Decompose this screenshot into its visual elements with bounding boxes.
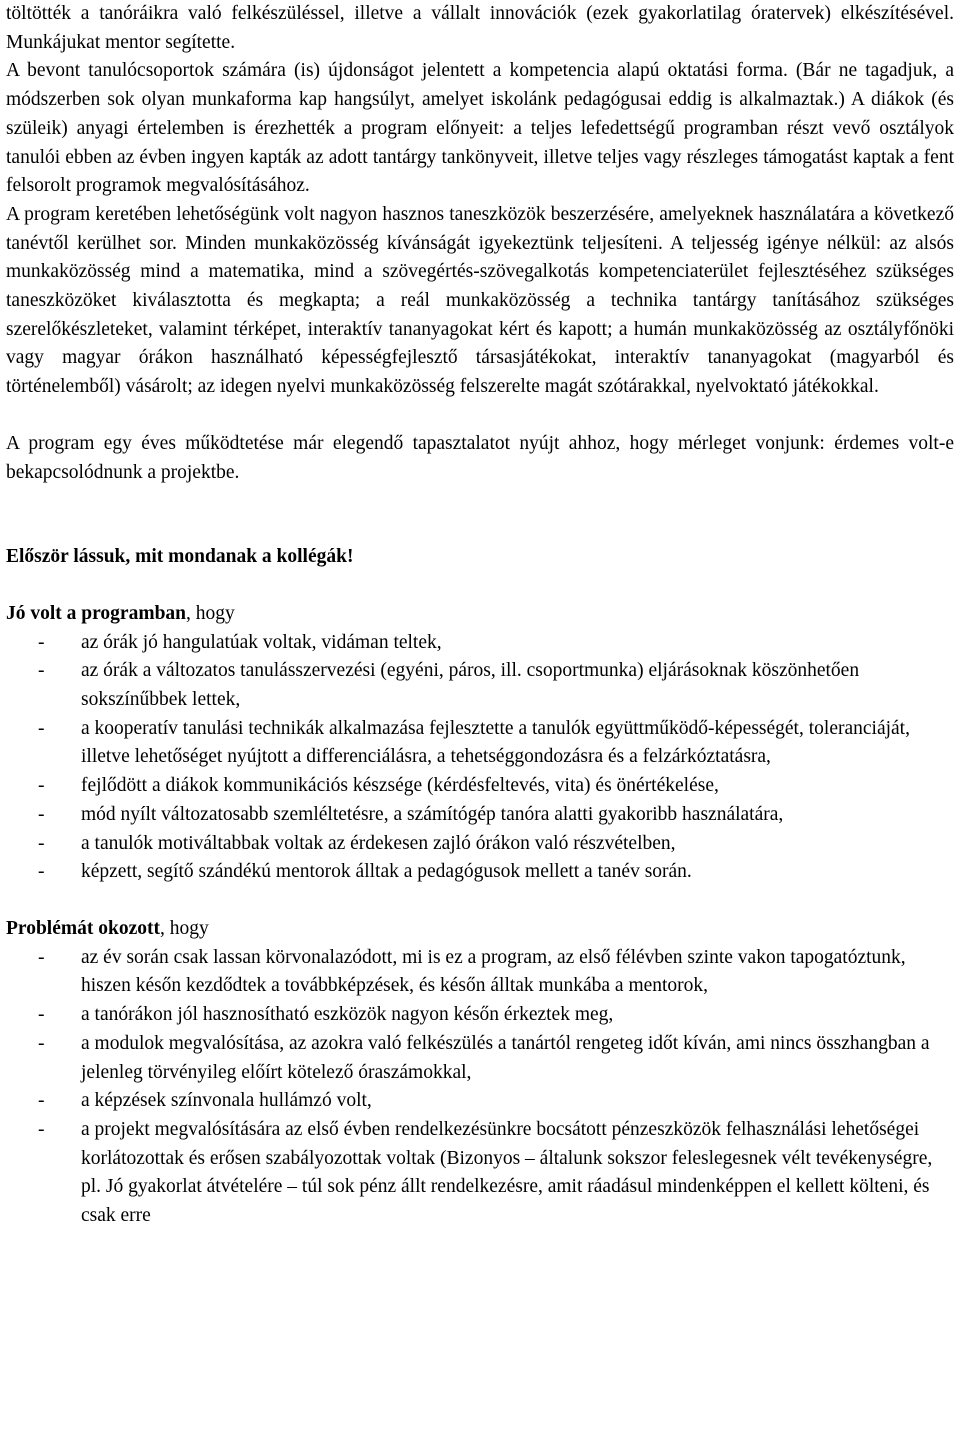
list-item	[6, 801, 954, 830]
problems-list-label: Problémát okozott	[6, 917, 160, 939]
paragraph-intro-2: A bevont tanulócsoportok számára (is) újdonságot jelentett a kompetencia alapú oktatási forma. (Bár ne tagadjuk, a módszerben sok olyan munkaforma kap hangsúlyt, amelyet iskolánk pedagógusai eddig is alkalmaztak.) A diákok (és szüleik) anyagi értelemben is érezhették a program előnyeit: a teljes lefedettségű programban részt vevő osztályok tanulói ebben az évben ingyen kapták az adott tantárgy tankönyveit, illetve teljes vagy részleges támogatást kaptak a fent felsorolt programok megvalósításához.	[6, 60, 954, 197]
paragraph-intro-4: A program egy éves működtetése már elegendő tapasztalatot nyújt ahhoz, hogy mérleget vonjunk: érdemes volt-e bekapcsolódnunk a projektbe.	[6, 432, 954, 483]
dash-bullet: -	[38, 1118, 45, 1140]
paragraph-intro-1: töltötték a tanóráikra való felkészüléssel, illetve a vállalt innovációk (ezek gyakorlatilag óratervek) elkészítésével. Munkájukat mentor segítette.	[6, 3, 954, 53]
list-item	[6, 1087, 954, 1116]
list-item	[6, 830, 954, 859]
dash-bullet: -	[38, 1032, 45, 1054]
list-item-text: a projekt megvalósítására az első évben rendelkezésünkre bocsátott pénzeszközök felhasználási lehetőségei korlátozottak és erősen szabályozottak voltak (Bizonyos – általunk sokszor feleslegesnek vélt tevékenységre, pl. Jó gyakorlat átvételére – túl sok pénz állt rendelkezésre, amit ráadásul mindenképpen el kellett költeni, és csak erre	[81, 1118, 933, 1227]
spacer	[6, 487, 954, 543]
paragraph-intro-3: A program keretében lehetőségünk volt nagyon hasznos taneszközök beszerzésére, amelyeknek használatára a következő tanévtől kerülhet sor. Minden munkaközösség kívánságát igyekeztünk teljesíteni. A teljesség igénye nélkül: az alsós munkaközösség mind a matematika, mind a szövegértés-szövegalkotás kompetenciaterület fejlesztéséhez szükséges taneszközöket kiválasztotta és megkapta; a reál munkaközösség a technika tantárgy tanításához szükséges szerelőkészleteket, valamint térképet, interaktív tananyagokat kért és kapott; a humán munkaközösség az osztályfőnöki vagy magyar órákon használható képességfejlesztő társasjátékokat, interaktív tananyagokat (magyarból és történelemből) vásárolt; az idegen nyelvi munkaközösség felszerelte magát szótárakkal, nyelvoktató játékokkal.	[6, 203, 954, 398]
dash-bullet: -	[38, 660, 45, 682]
spacer	[6, 402, 954, 430]
problems-list-intro	[6, 915, 954, 944]
section-heading: Először lássuk, mit mondanak a kollégák!	[6, 546, 354, 568]
list-item-text: a tanulók motiváltabbak voltak az érdekesen zajló órákon való részvételben,	[81, 832, 676, 854]
list-item-text: a tanórákon jól hasznosítható eszközök nagyon későn érkeztek meg,	[81, 1004, 614, 1026]
list-item	[6, 1030, 954, 1087]
problems-list	[6, 944, 954, 1231]
dash-bullet: -	[38, 946, 45, 968]
list-item-text: fejlődött a diákok kommunikációs készsége (kérdésfeltevés, vita) és önértékelése,	[81, 775, 719, 797]
good-list-intro	[6, 600, 954, 629]
spacer	[6, 572, 954, 600]
dash-bullet: -	[38, 1090, 45, 1112]
list-item-text: a kooperatív tanulási technikák alkalmazása fejlesztette a tanulók együttműködő-képességét, toleranciáját, illetve lehetőséget nyújtott a differenciálásra, a tehetséggondozásra és a felzárkóztatásra,	[81, 717, 910, 768]
good-list-suffix: , hogy	[186, 602, 235, 624]
list-item	[6, 772, 954, 801]
list-item-text: az év során csak lassan körvonalazódott, mi is ez a program, az első félévben szinte vakon tapogatóztunk, hiszen későn kezdődtek a továbbképzések, és későn álltak munkába a mentorok,	[81, 946, 906, 997]
list-item	[6, 657, 954, 714]
spacer	[6, 887, 954, 915]
dash-bullet: -	[38, 631, 45, 653]
list-item-text: mód nyílt változatosabb szemléltetésre, a számítógép tanóra alatti gyakoribb használatára,	[81, 803, 784, 825]
dash-bullet: -	[38, 775, 45, 797]
dash-bullet: -	[38, 803, 45, 825]
good-list-label: Jó volt a programban	[6, 602, 187, 624]
list-item	[6, 629, 954, 658]
list-item-text: képzett, segítő szándékú mentorok álltak a pedagógusok mellett a tanév során.	[81, 861, 692, 883]
list-item-text: a képzések színvonala hullámzó volt,	[81, 1090, 372, 1112]
list-item-text: a modulok megvalósítása, az azokra való felkészülés a tanártól rengeteg időt kíván, ami nincs összhangban a jelenleg törvényileg előírt kötelező óraszámokkal,	[81, 1032, 930, 1083]
problems-list-suffix: , hogy	[159, 917, 209, 939]
good-list	[6, 629, 954, 887]
list-item	[6, 858, 954, 887]
list-item	[6, 715, 954, 772]
dash-bullet: -	[38, 717, 45, 739]
dash-bullet: -	[38, 861, 45, 883]
list-item-text: az órák a változatos tanulásszervezési (egyéni, páros, ill. csoportmunka) eljárásoknak köszönhetően sokszínűbbek lettek,	[81, 660, 860, 711]
list-item	[6, 1116, 954, 1231]
list-item	[6, 1001, 954, 1030]
dash-bullet: -	[38, 832, 45, 854]
list-item-text: az órák jó hangulatúak voltak, vidáman teltek,	[81, 631, 442, 653]
list-item	[6, 944, 954, 1001]
dash-bullet: -	[38, 1004, 45, 1026]
